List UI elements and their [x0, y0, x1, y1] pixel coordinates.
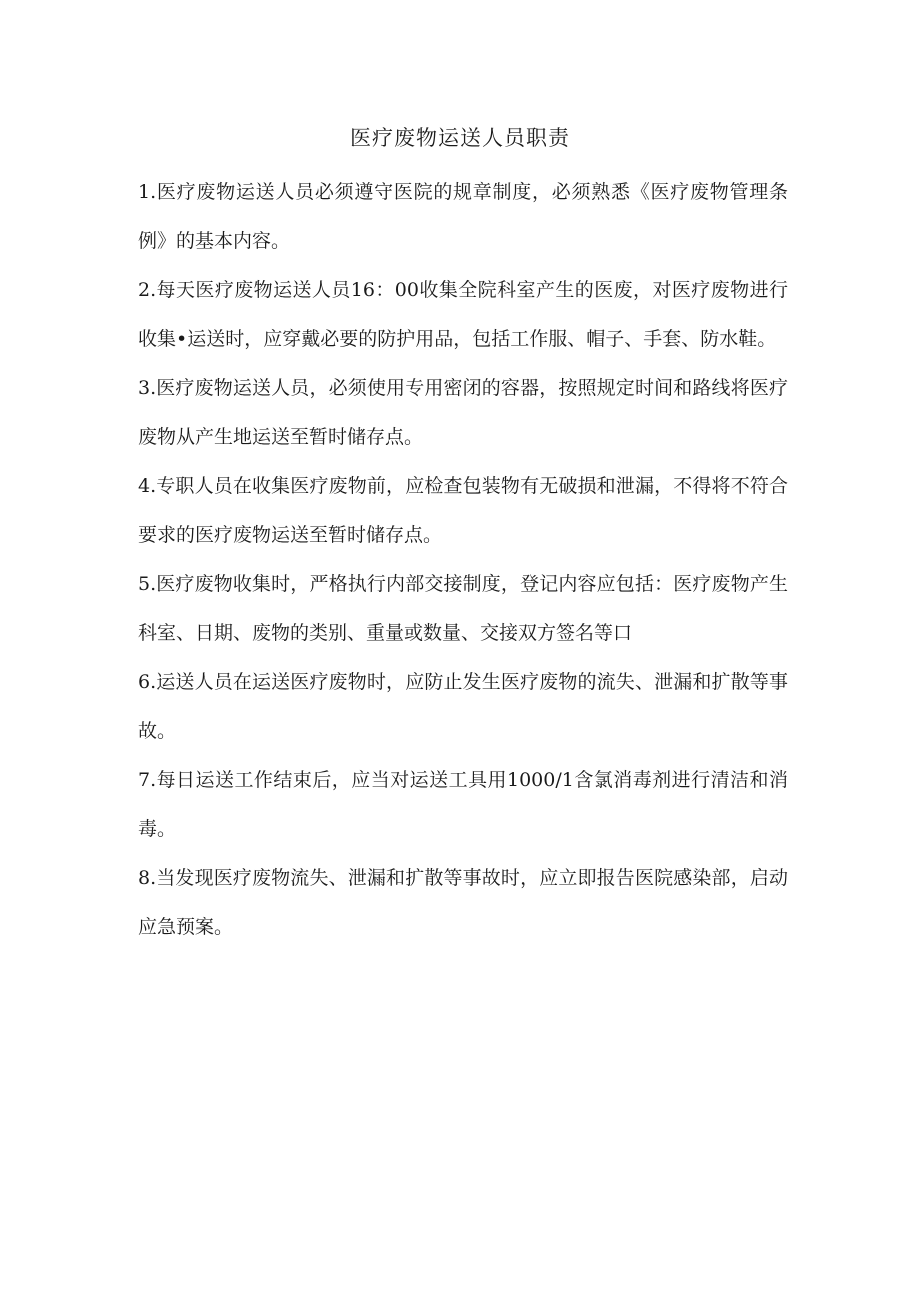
- paragraph-7: 7.每日运送工作结束后，应当对运送工具用1000/1含氯消毒剂进行清洁和消毒。: [138, 769, 788, 840]
- paragraph-1: 1.医疗废物运送人员必须遵守医院的规章制度，必须熟悉《医疗废物管理条例》的基本内容。: [138, 181, 788, 252]
- paragraph-5: 5.医疗废物收集时，严格执行内部交接制度，登记内容应包括：医疗废物产生科室、日期、废物的类别、重量或数量、交接双方签名等口: [138, 573, 788, 644]
- document-body: [138, 168, 788, 952]
- paragraph-3: 3.医疗废物运送人员，必须使用专用密闭的容器，按照规定时间和路线将医疗废物从产生地运送至暂时储存点。: [138, 377, 788, 448]
- paragraph-4: 4.专职人员在收集医疗废物前，应检查包装物有无破损和泄漏，不得将不符合要求的医疗废物运送至暂时储存点。: [138, 475, 788, 546]
- paragraph-8: 8.当发现医疗废物流失、泄漏和扩散等事故时，应立即报告医院感染部，启动应急预案。: [138, 867, 788, 938]
- document-title: 医疗废物运送人员职责: [350, 126, 570, 150]
- paragraph-2: 2.每天医疗废物运送人员16：00收集全院科室产生的医废，对医疗废物进行收集•运送时，应穿戴必要的防护用品，包括工作服、帽子、手套、防水鞋。: [138, 279, 788, 350]
- paragraph-6: 6.运送人员在运送医疗废物时，应防止发生医疗废物的流失、泄漏和扩散等事故。: [138, 671, 788, 742]
